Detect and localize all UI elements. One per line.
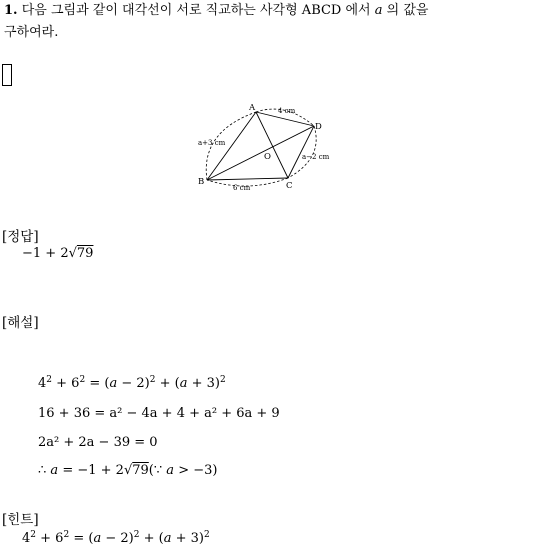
- vertex-a-label: A: [249, 103, 256, 113]
- side-bc-label: 6 cm: [233, 184, 251, 192]
- answer-value: −1 + 2√79: [22, 246, 94, 261]
- vertex-c-label: C: [286, 181, 293, 191]
- explanation-line-2: 16 + 36 = a² − 4a + 4 + a² + 6a + 9: [38, 406, 280, 421]
- problem-variable: a: [374, 3, 383, 18]
- hint-header: [힌트]: [2, 512, 39, 528]
- center-o-label: O: [264, 152, 271, 162]
- explanation-header: [해설]: [2, 315, 39, 331]
- side-ad-label: 4 cm: [278, 107, 296, 115]
- answer-pre: −1 + 2: [22, 246, 69, 261]
- answer-sqrt-arg: 79: [76, 246, 94, 261]
- vertex-b-label: B: [198, 177, 205, 187]
- problem-number: 1.: [4, 3, 18, 18]
- problem-text-line2: 구하여라.: [4, 25, 59, 40]
- answer-input-box[interactable]: [2, 64, 12, 86]
- problem-text-part1: 다음 그림과 같이 대각선이 서로 직교하는 사각형 ABCD 에서: [21, 3, 371, 18]
- vertex-d-label: D: [315, 122, 322, 132]
- problem-text-part2: 의 값을: [386, 3, 429, 18]
- hint-line: $4^2 + 6^2 = (a - 2)^2 + (a + 3)^2$: [22, 530, 210, 546]
- quadrilateral-figure: [190, 98, 350, 196]
- answer-header: [정답]: [2, 229, 39, 245]
- explanation-line-3: 2a² + 2a − 39 = 0: [38, 435, 158, 450]
- problem-text: [4, 0, 530, 44]
- explanation-line-4: ∴ a = −1 + 2√79(∵ a > −3): [38, 463, 218, 478]
- side-cd-label: a−2 cm: [302, 153, 330, 161]
- side-ab-label: a+3 cm: [198, 139, 226, 147]
- explanation-line-1: $4^2 + 6^2 = (a - 2)^2 + (a + 3)^2$: [38, 375, 226, 391]
